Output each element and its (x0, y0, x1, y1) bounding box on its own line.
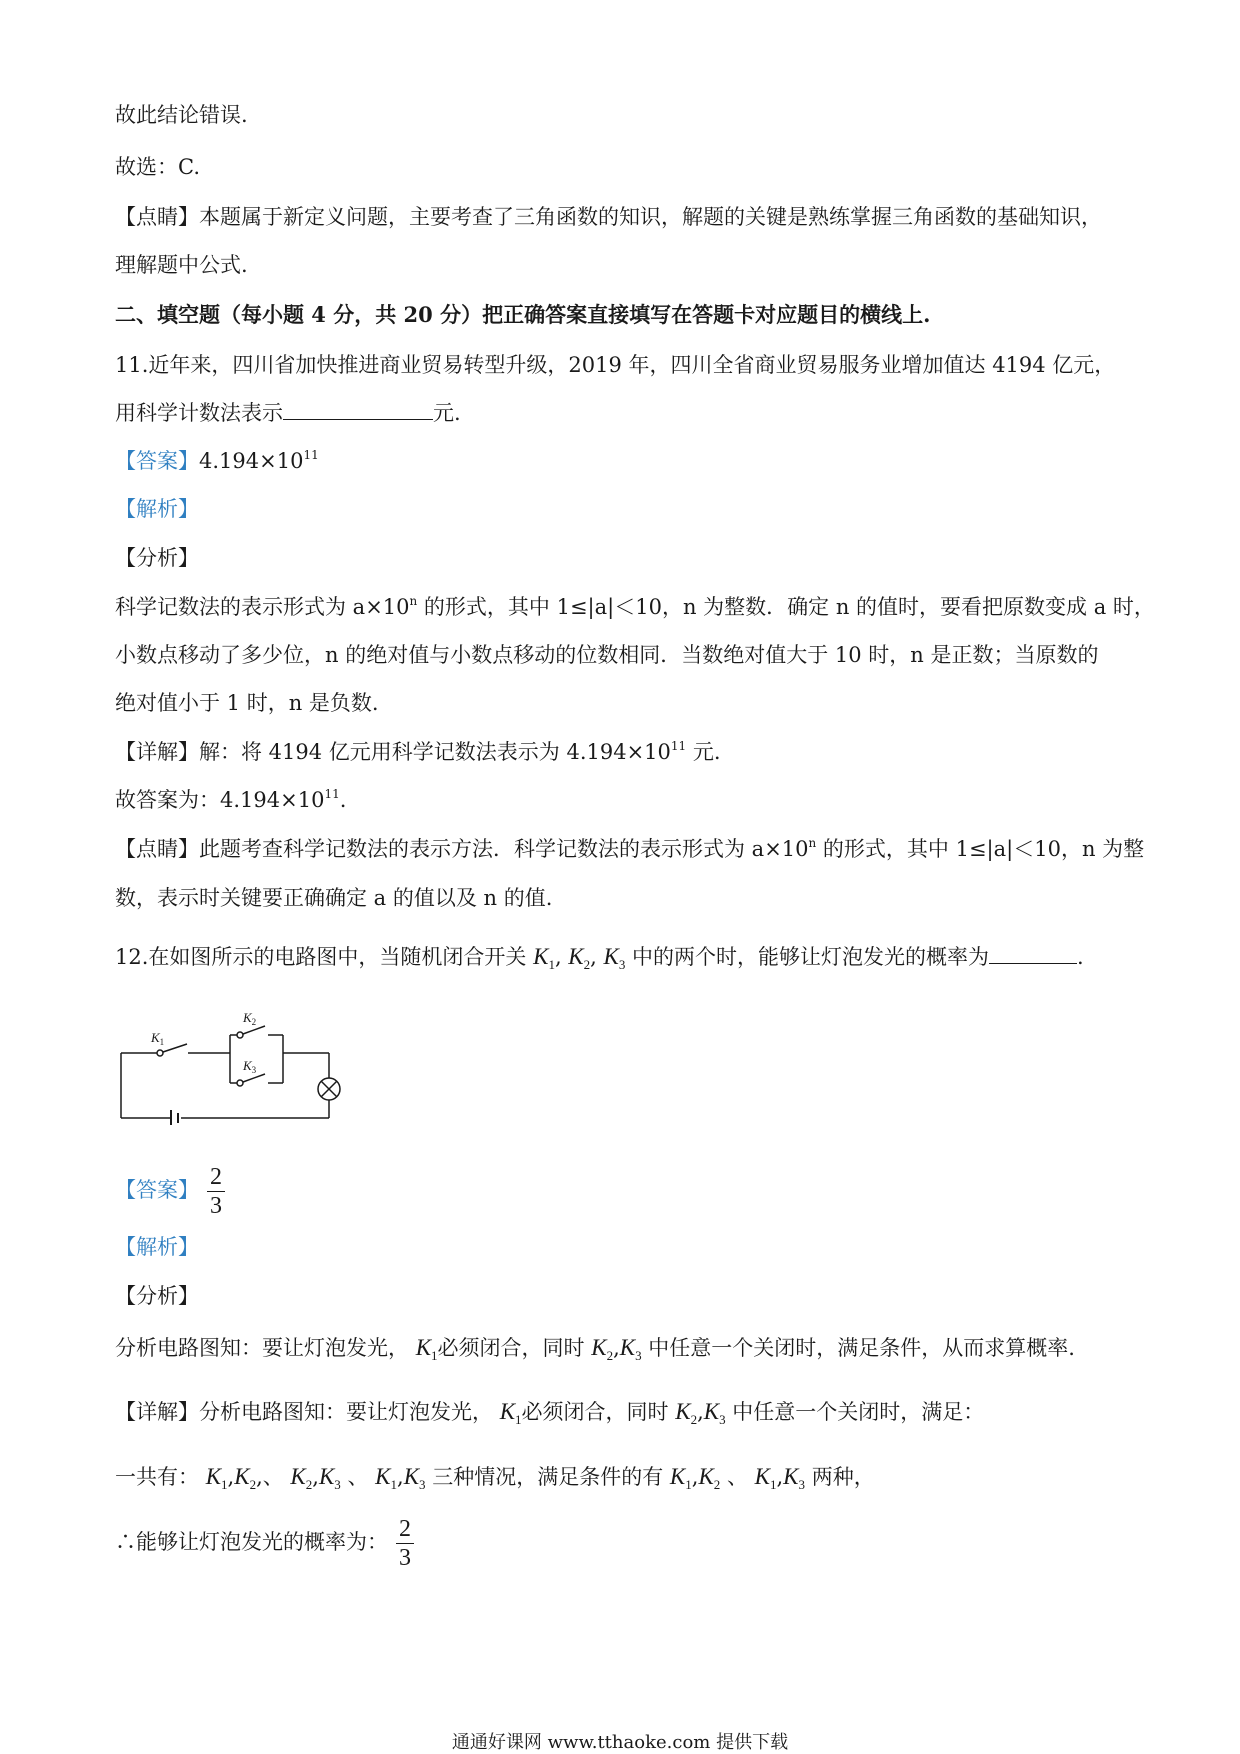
q12-stem: 12.在如图所示的电路图中，当随机闭合开关 $K_1$, $K_2$, $K_3$ 中的两个时，能够让灯泡发光的概率为 . (115, 944, 1084, 972)
exponent: 11 (670, 739, 687, 753)
detail-tag: 【详解】 (115, 1400, 199, 1424)
q12-detail: 【详解】分析电路图知：要让灯泡发光， $K_1$必须闭合，同时 $K_2,K_3$ 中任意一个关闭时，满足： (115, 1399, 985, 1427)
detail-tag: 【详解】 (115, 740, 199, 764)
denominator: 3 (399, 1545, 411, 1571)
k2-symbol (675, 1399, 698, 1427)
q11-final-answer (115, 785, 346, 815)
answer-fraction (207, 1163, 225, 1220)
answer-tag: 【答案】 (115, 449, 199, 473)
subscript: 3 (798, 1477, 806, 1492)
switch-k3-contact (237, 1080, 243, 1086)
text-line: 故选：C. (115, 155, 200, 179)
k3-symbol (703, 1399, 726, 1427)
conclusion-fraction (396, 1515, 414, 1572)
q11-answer (115, 446, 319, 476)
subscript: 2 (305, 1477, 313, 1492)
q11-stem-unit: 元. (433, 401, 461, 425)
text-span: 故答案为：4.194×10 (115, 788, 325, 812)
k2-symbol (591, 1335, 614, 1363)
answer-blank (283, 399, 433, 420)
k2-symbol (234, 1464, 257, 1492)
k1-symbol (415, 1335, 438, 1363)
k-letter: K (290, 1464, 306, 1489)
numerator: 2 (396, 1515, 414, 1544)
exponent: n (808, 836, 817, 850)
q11-analysis-line3: 绝对值小于 1 时，n 是负数. (115, 691, 379, 715)
exponent: 11 (324, 787, 340, 801)
q12-analysis: 分析电路图知：要让灯泡发光， $K_1$必须闭合，同时 $K_2,K_3$ 中任意一个关闭时，满足条件，从而求算概率. (115, 1335, 1075, 1363)
k-letter: K (783, 1464, 799, 1489)
text-line: 理解题中公式. (115, 253, 248, 277)
k1-symbol (205, 1464, 228, 1492)
text-span: 中任意一个关闭时，满足： (732, 1400, 985, 1424)
subscript: 2 (606, 1348, 614, 1363)
comment-text: 本题属于新定义问题，主要考查了三角函数的知识，解题的关键是熟练掌握三角函数的基础知识， (199, 205, 1102, 229)
k3-symbol (783, 1464, 806, 1492)
k-letter: K (669, 1464, 686, 1489)
k3-symbol (603, 944, 626, 972)
subscript: 2 (249, 1477, 257, 1492)
subscript: 1 (390, 1477, 397, 1492)
switch-k1-contact (157, 1050, 163, 1056)
k-letter: K (591, 1335, 607, 1360)
text-span: . (1077, 945, 1084, 969)
comment-tag: 【点睛】 (115, 837, 199, 861)
k1-symbol (375, 1464, 397, 1492)
switch-k3-lever (243, 1074, 265, 1082)
q11-stem-text: 用科学计数法表示 (115, 401, 283, 425)
subscript: 1 (221, 1477, 228, 1492)
text-span: ∴能够让灯泡发光的概率为： (115, 1530, 388, 1554)
answer-blank (989, 943, 1077, 964)
subscript: 1 (769, 1477, 777, 1492)
k3-symbol (403, 1464, 426, 1492)
q11-detail (115, 737, 721, 767)
label-k1: $K_1$ (151, 1030, 165, 1047)
k-letter: K (703, 1399, 720, 1424)
text-span: 12.在如图所示的电路图中，当随机闭合开关 (115, 945, 527, 969)
comment-tag: 【点睛】 (115, 205, 199, 229)
k-letter: K (318, 1464, 335, 1489)
k-letter: K (603, 944, 619, 969)
answer-base: 4.194×10 (199, 449, 304, 473)
k-letter: K (234, 1464, 250, 1489)
text-span: . (339, 788, 347, 812)
switch-k1-lever (163, 1044, 187, 1052)
q11-analysis-line1 (115, 592, 1155, 622)
section-heading: 二、填空题（每小题 4 分，共 20 分）把正确答案直接填写在答题卡对应题目的横线上. (115, 302, 931, 327)
switch-k2-contact (237, 1032, 243, 1038)
k-letter: K (568, 944, 584, 969)
switch-k2-lever (243, 1026, 265, 1034)
k-letter: K (533, 944, 549, 969)
subscript: 1 (685, 1477, 692, 1492)
text-span: 一共有： (115, 1465, 199, 1489)
text-span: 必须闭合，同时 (437, 1336, 585, 1360)
text-span: 中任意一个关闭时，满足条件，从而求算概率. (648, 1336, 1075, 1360)
text-span: 分析电路图知：要让灯泡发光， (115, 1336, 409, 1360)
circuit-diagram (115, 1005, 365, 1125)
k3-symbol (619, 1335, 642, 1363)
text-span: 两种， (811, 1465, 875, 1489)
analysis-tag: 【解析】 (115, 497, 199, 521)
subscript: 1 (548, 957, 555, 972)
k-letter: K (675, 1399, 691, 1424)
k1-symbol (754, 1464, 777, 1492)
subscript: 3 (618, 957, 626, 972)
k2-symbol (290, 1464, 313, 1492)
text-line: 故此结论错误. (115, 103, 248, 127)
label-k3: $K_3$ (243, 1058, 257, 1075)
breakdown-tag: 【分析】 (115, 1284, 199, 1308)
subscript: 3 (635, 1348, 642, 1363)
q12-answer (115, 1160, 225, 1220)
text-span: 中的两个时，能够让灯泡发光的概率为 (632, 945, 990, 969)
k2-symbol (568, 944, 591, 972)
k-letter: K (403, 1464, 420, 1489)
k-letter: K (499, 1399, 516, 1424)
text-span: 必须闭合，同时 (521, 1400, 669, 1424)
footer-watermark: 通通好课网 www.tthaoke.com 提供下载 (451, 1732, 789, 1753)
k1-symbol (533, 944, 555, 972)
text-span: 解：将 4194 亿元用科学记数法表示为 4.194×10 (199, 740, 671, 764)
comment-line (115, 202, 1102, 232)
label-k2: $K_2$ (243, 1010, 257, 1027)
exponent: n (409, 594, 418, 608)
answer-tag: 【答案】 (115, 1178, 199, 1202)
answer-exponent: 11 (303, 448, 319, 462)
text-span: 分析电路图知：要让灯泡发光， (199, 1400, 493, 1424)
subscript: 3 (334, 1477, 341, 1492)
q11-comment-line2: 数，表示时关键要正确确定 a 的值以及 n 的值. (115, 886, 553, 910)
text-span: 三种情况，满足条件的有 (432, 1465, 664, 1489)
subscript: 3 (419, 1477, 426, 1492)
breakdown-tag: 【分析】 (115, 546, 199, 570)
q12-cases: 一共有： $K_1,K_2$,、 $K_2,K_3$ 、 $K_1,K_3$ 三种情况，满足条件的有 $K_1,K_2$ 、 $K_1,K_3$ 两种， (115, 1464, 875, 1492)
k-letter: K (619, 1335, 636, 1360)
k-letter: K (698, 1464, 714, 1489)
k-letter: K (754, 1464, 770, 1489)
subscript: 2 (583, 957, 591, 972)
q11-stem-line2 (115, 398, 461, 428)
q11-analysis-line2: 小数点移动了多少位，n 的绝对值与小数点移动的位数相同．当数绝对值大于 10 时，n 是正数；当原数的 (115, 643, 1099, 667)
numerator: 2 (207, 1163, 225, 1192)
k2-symbol (698, 1464, 721, 1492)
q11-comment-line1 (115, 834, 1144, 864)
k-letter: K (375, 1464, 391, 1489)
analysis-tag: 【解析】 (115, 1235, 199, 1259)
text-span: 的形式，其中 1≤|a|＜10，n 为整 (816, 837, 1145, 861)
text-span: 元. (686, 740, 721, 764)
k-letter: K (415, 1335, 432, 1360)
k1-symbol (669, 1464, 692, 1492)
subscript: 3 (719, 1412, 726, 1427)
q12-conclusion (115, 1512, 414, 1572)
subscript: 2 (690, 1412, 698, 1427)
subscript: 2 (713, 1477, 721, 1492)
text-span: 此题考查科学记数法的表示方法．科学记数法的表示形式为 a×10 (199, 837, 809, 861)
denominator: 3 (210, 1193, 222, 1219)
subscript: 1 (515, 1412, 522, 1427)
subscript: 1 (431, 1348, 438, 1363)
k3-symbol (318, 1464, 341, 1492)
text-span: 的形式，其中 1≤|a|＜10，n 为整数．确定 n 的值时，要看把原数变成 a 时， (417, 595, 1155, 619)
k-letter: K (205, 1464, 222, 1489)
k1-symbol (499, 1399, 522, 1427)
text-span: 科学记数法的表示形式为 a×10 (115, 595, 410, 619)
q11-stem-line1: 11.近年来，四川省加快推进商业贸易转型升级，2019 年，四川全省商业贸易服务业增加值达 4194 亿元， (115, 353, 1116, 377)
